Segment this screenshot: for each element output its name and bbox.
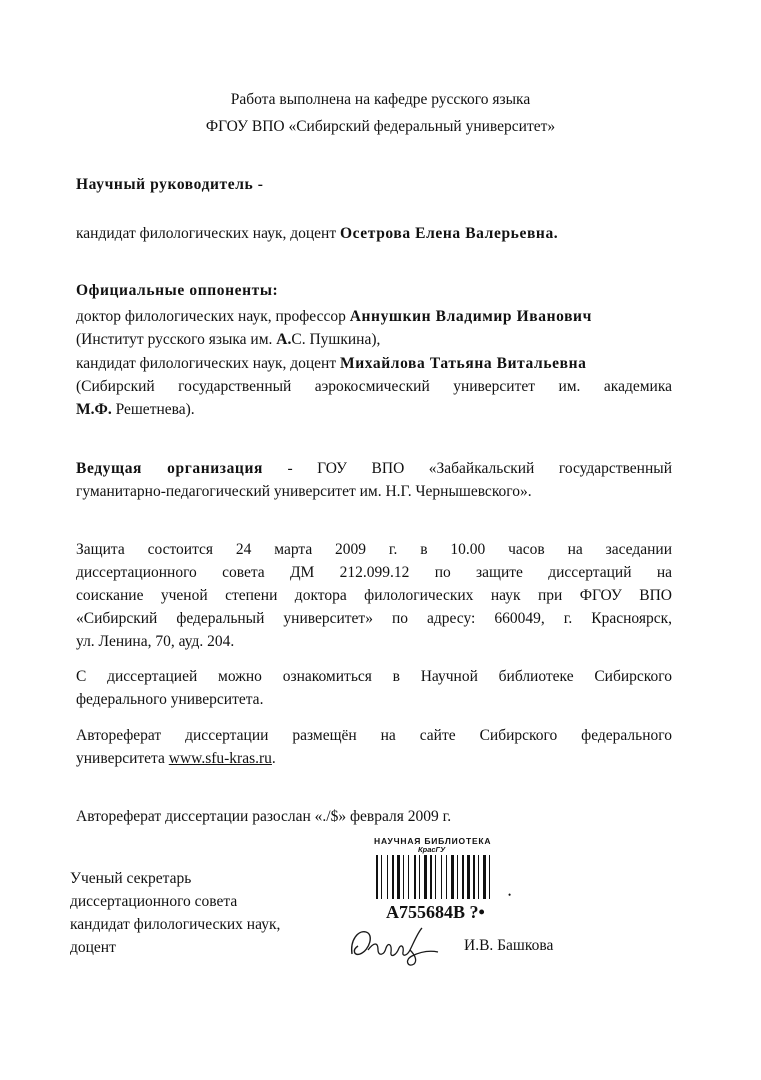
defense-line-4: «Сибирский федеральный университет» по адресу: 660049, г. Красноярск, (76, 610, 672, 627)
secretary-line-2: диссертационного совета (70, 893, 238, 910)
opponent-2-inst-name: Решетнева). (111, 401, 195, 418)
defense-line-3: соискание ученой степени доктора филологических наук при ФГОУ ВПО (76, 587, 672, 604)
defense-line-1: Защита состоится 24 марта 2009 г. в 10.00 часов на заседании (76, 541, 672, 558)
secretary-line-3: кандидат филологических наук, (70, 916, 281, 933)
opponent-1-desc: доктор филологических наук, профессор (76, 308, 350, 325)
sent-date-line: Автореферат диссертации разослан «./$» февраля 2009 г. (76, 808, 452, 825)
opponents-heading: Официальные оппоненты: (76, 282, 279, 299)
secretary-name: И.В. Башкова (464, 937, 554, 954)
barcode-icon (374, 855, 510, 901)
opponent-2-name: Михайлова Татьяна Витальевна (339, 355, 587, 372)
opponent-1-inst-text: (Институт русского языка им. (76, 331, 277, 348)
supervisor-line (76, 225, 558, 243)
opponent-1-line (76, 308, 592, 326)
opponent-2-institution-l2 (76, 401, 195, 419)
signature-icon (344, 920, 444, 970)
abstract-site-line-2 (76, 750, 276, 768)
secretary-line-1: Ученый секретарь (70, 870, 192, 887)
secretary-line-4: доцент (70, 939, 116, 956)
library-line-1: С диссертацией можно ознакомиться в Научной библиотеке Сибирского (76, 668, 672, 685)
supervisor-heading: Научный руководитель - (76, 176, 264, 193)
opponent-1-institution (76, 331, 380, 349)
defense-line-5: ул. Ленина, 70, ауд. 204. (76, 633, 235, 650)
opponent-2-institution-l1: (Сибирский государственный аэрокосмический университет им. академика (76, 378, 672, 395)
header-line-2: ФГОУ ВПО «Сибирский федеральный университет» (205, 118, 556, 135)
supervisor-desc: кандидат филологических наук, доцент (76, 225, 340, 242)
header-line-1: Работа выполнена на кафедре русского языка (230, 91, 531, 108)
stamp-title: НАУЧНАЯ БИБЛИОТЕКА (374, 836, 492, 846)
stamp-mark: • (508, 890, 512, 900)
opponent-1-inst-tail: С. Пушкина), (291, 331, 381, 348)
abstract-site-period: . (271, 750, 276, 767)
opponent-2-desc: кандидат филологических наук, доцент (76, 355, 340, 372)
supervisor-name: Осетрова Елена Валерьевна. (339, 225, 559, 242)
opponent-2-inst-initials: М.Ф. (76, 401, 112, 418)
lead-org-text: - ГОУ ВПО «Забайкальский государственный (262, 460, 672, 477)
opponent-1-name: Аннушкин Владимир Иванович (349, 308, 592, 325)
opponent-2-line (76, 355, 586, 373)
stamp-code: А755684В ?• (386, 902, 485, 922)
lead-org-line-1 (76, 460, 672, 478)
stamp-subtitle: КрасГУ (418, 845, 446, 854)
lead-org-label: Ведущая организация (76, 460, 263, 477)
opponent-1-inst-bold: А. (276, 331, 292, 348)
abstract-site-line-1: Автореферат диссертации размещён на сайте Сибирского федерального (76, 727, 672, 744)
library-line-2: федерального университета. (76, 691, 264, 708)
defense-line-2: диссертационного совета ДМ 212.099.12 по защите диссертаций на (76, 564, 672, 581)
abstract-site-text: университета (76, 750, 169, 767)
sfu-website-link[interactable]: www.sfu-kras.ru (168, 750, 272, 767)
lead-org-line-2: гуманитарно-педагогический университет им. Н.Г. Чернышевского». (76, 483, 532, 500)
